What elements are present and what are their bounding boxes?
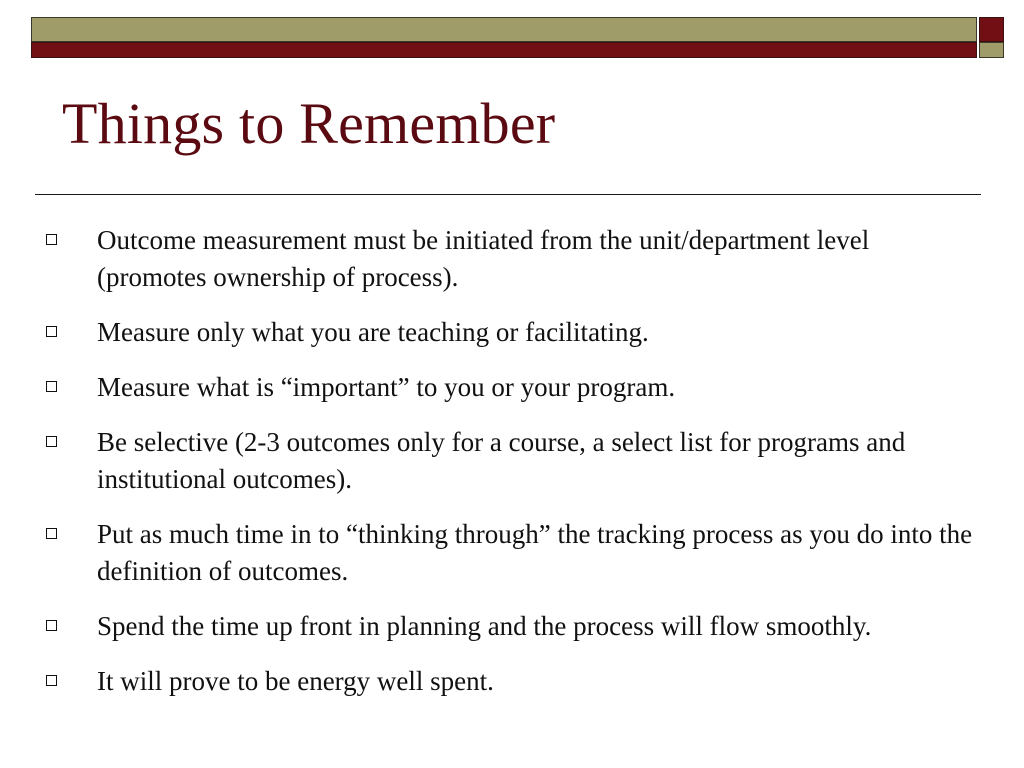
bullet-text: Measure only what you are teaching or facilitating. — [97, 317, 649, 347]
hollow-square-bullet-icon — [46, 234, 57, 245]
bullet-item — [46, 314, 976, 351]
bullet-list — [46, 222, 976, 718]
hollow-square-bullet-icon — [46, 326, 57, 337]
header-olive-square — [979, 42, 1004, 58]
header-maroon-bar — [31, 42, 977, 58]
bullet-item — [46, 222, 976, 296]
header-maroon-square — [979, 17, 1004, 42]
title-divider — [35, 194, 981, 195]
bullet-text: Spend the time up front in planning and the process will flow smoothly. — [97, 611, 872, 641]
bullet-text: Put as much time in to “thinking through” the tracking process as you do into the definition of outcomes. — [97, 519, 973, 586]
bullet-item — [46, 608, 976, 645]
bullet-text: Outcome measurement must be initiated from the unit/department level (promotes ownership of process). — [97, 225, 870, 292]
bullet-item — [46, 424, 976, 498]
bullet-item — [46, 369, 976, 406]
hollow-square-bullet-icon — [46, 436, 57, 447]
bullet-item — [46, 663, 976, 700]
bullet-text: Measure what is “important” to you or your program. — [97, 372, 676, 402]
hollow-square-bullet-icon — [46, 381, 57, 392]
bullet-text: It will prove to be energy well spent. — [97, 666, 494, 696]
hollow-square-bullet-icon — [46, 528, 57, 539]
hollow-square-bullet-icon — [46, 675, 57, 686]
hollow-square-bullet-icon — [46, 620, 57, 631]
bullet-item — [46, 516, 976, 590]
slide-title: Things to Remember — [62, 91, 556, 156]
bullet-text: Be selective (2-3 outcomes only for a course, a select list for programs and institutional outcomes). — [97, 427, 906, 494]
header-olive-bar — [31, 17, 977, 42]
